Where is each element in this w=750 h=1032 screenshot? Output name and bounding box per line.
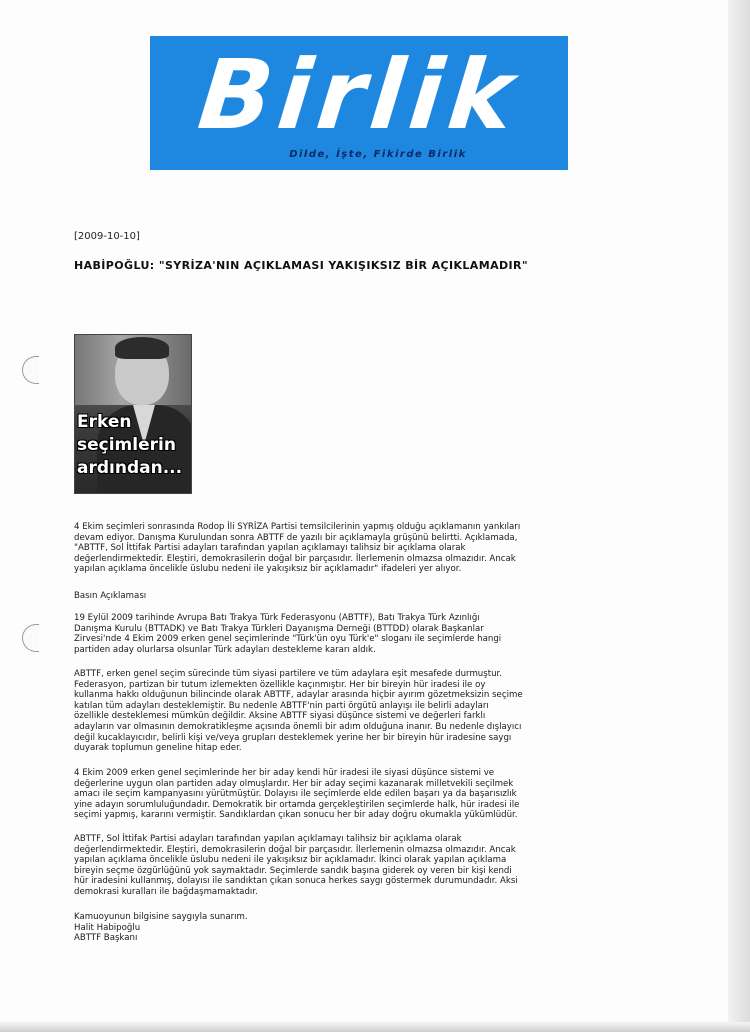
masthead-title: Birlik [193, 39, 525, 151]
text-line: kullanma hakkı olduğunun bilincinde olarak ABTTF, adaylar arasında hiçbir ayırım gözetmeksizin seçime [74, 690, 523, 701]
text-line: değerlendirmektedir. Eleştiri, demokrasilerin doğal bir parçasıdır. İlerlemenin olmazsa olmazıdır. Ancak [74, 844, 516, 855]
text-line: "ABTTF, Sol İttifak Partisi adayları tarafından yapılan açıklamayı talihsiz bir açıklama olarak [74, 543, 466, 554]
text-line: seçimi yapmış, kararını vermiştir. Sandıklardan çıkan sonucu her bir aday doğru okumakla yükümlüdür. [74, 810, 518, 821]
press-heading [74, 591, 674, 602]
text-line: partiden aday olurlarsa olsunlar Türk adayları destekleme kararı aldık. [74, 644, 376, 655]
paragraph-2 [74, 669, 674, 754]
text-line: 4 Ekim 2009 erken genel seçimlerinde her bir aday kendi hür iradesi ile siyasi düşünce sistemi ve [74, 768, 495, 778]
text-line: amacı ile seçim kampanyasını yürütmüştür. Dolayısı ile seçimlerde elde edilen başarı ya da başarısızlık [74, 789, 517, 800]
text-line: yapılan açıklama öncelikle üslubu nedeni ile yakışıksız bir açıklamadır" ifadeleri yer alıyor. [74, 564, 462, 575]
closing-line: Kamuoyunun bilgisine saygıyla sunarım. [74, 912, 248, 922]
text-line: Federasyon, partizan bir tutum izlemekten özellikle kaçınmıştır. Her bir bireyin hür iradesi ile oy [74, 679, 486, 690]
text-line: değil kucaklayıcıdır, belirli kişi ve/veya grupları desteklemek yerine her bir bireyin hür iradesine saygı [74, 732, 512, 743]
masthead-slogan: Dilde, İşte, Fikirde Birlik [289, 149, 467, 160]
text-line: katılan tüm adayları desteklemiştir. Bu nedenle ABTTF'nin parti örgütü anlayışı ile belirli adayları [74, 700, 489, 711]
text-line: değerlendirmektedir. Eleştiri, demokrasilerin doğal bir parçasıdır. İlerlemenin olmazsa olmazıdır. Ancak [74, 553, 516, 564]
text-line: özellikle desteklemesi mümkün değildir. Aksine ABTTF siyasi düşünce sistemi ve değerleri farklı [74, 711, 486, 722]
photo-caption-line: Erken [77, 412, 132, 432]
text-line: 19 Eylül 2009 tarihinde Avrupa Batı Trakya Türk Federasyonu (ABTTF), Batı Trakya Türk Azınlığı [74, 613, 480, 623]
page-bottom-shadow [0, 1022, 750, 1032]
text-line: yapılan açıklama öncelikle üslubu nedeni ile yakışıksız bir açıklamadır. İkinci olarak yapılan açıklama [74, 855, 507, 866]
text-line: değerlerine uygun olan partiden aday olmuşlardır. Her bir aday seçimi kazanarak milletvekili seçilmek [74, 778, 514, 789]
paragraph-3 [74, 768, 674, 821]
article-photo [74, 334, 192, 494]
text-line: adayların var olmasının demokratikleşme açısında önemli bir adım olduğuna inanır. Bu nedenle dışlayıcı [74, 721, 522, 732]
photo-caption-line: ardından... [77, 458, 183, 478]
text-line: 4 Ekim seçimleri sonrasında Rodop İli SYRİZA Partisi temsilcilerinin yapmış olduğu açıklamanın yankıları [74, 522, 521, 532]
text-line: yine adayın sorumluluğundadır. Demokratik bir ortamda gerçekleştirilen seçimlerde halk, hür iradesi ile [74, 799, 520, 810]
photo-caption [77, 411, 189, 480]
signature-name: Halit Habipoğlu [74, 922, 141, 933]
punch-hole-top [22, 356, 39, 384]
paragraph-1 [74, 613, 674, 655]
paragraph-4 [74, 834, 674, 898]
photo-hair [115, 337, 169, 359]
text-line: demokrasi kuralları ile bağdaşmamaktadır. [74, 886, 258, 897]
closing-signature [74, 912, 674, 944]
text-line: bireyin seçme özgürlüğünü yok saymaktadır. Seçimlerde sandık başına giderek oy veren bir kişi kendi [74, 865, 512, 876]
text-line: ABTTF, erken genel seçim sürecinde tüm siyasi partilere ve tüm adaylara eşit mesafede durmuştur. [74, 669, 503, 679]
text-line: Danışma Kurulu (BTTADK) ve Batı Trakya Türkleri Dayanışma Derneği (BTTDD) olarak Başkanlar [74, 623, 484, 634]
punch-hole-bottom [22, 624, 39, 652]
press-heading-text: Basın Açıklaması [74, 591, 147, 601]
photo-caption-line: seçimlerin [77, 435, 176, 455]
text-line: duyarak toplumun geneline hitap eder. [74, 743, 242, 754]
text-line: devam ediyor. Danışma Kurulundan sonra ABTTF de yazılı bir açıklamayla grüşünü belirtti. Açıklamada, [74, 532, 518, 543]
intro-paragraph [74, 522, 674, 575]
article-headline: HABİPOĞLU: "SYRİZA'NIN AÇIKLAMASI YAKIŞIKSIZ BİR AÇIKLAMADIR" [74, 259, 529, 272]
signature-title: ABTTF Başkanı [74, 933, 138, 944]
text-line: ABTTF, Sol İttifak Partisi adayları tarafından yapılan açıklamayı talihsiz bir açıklama olarak [74, 834, 462, 844]
masthead-banner [150, 36, 568, 170]
text-line: Zirvesi'nde 4 Ekim 2009 erken genel seçimlerinde "Türk'ün oyu Türk'e" sloganı ile seçimlerde hangi [74, 634, 502, 645]
text-line: hür iradesini kullanmış, dolayısı ile sandıktan çıkan sonuca herkes saygı göstermek durumundadır. Aksi [74, 876, 518, 887]
article-date: [2009-10-10] [74, 231, 140, 242]
page-edge-shadow [728, 0, 750, 1032]
